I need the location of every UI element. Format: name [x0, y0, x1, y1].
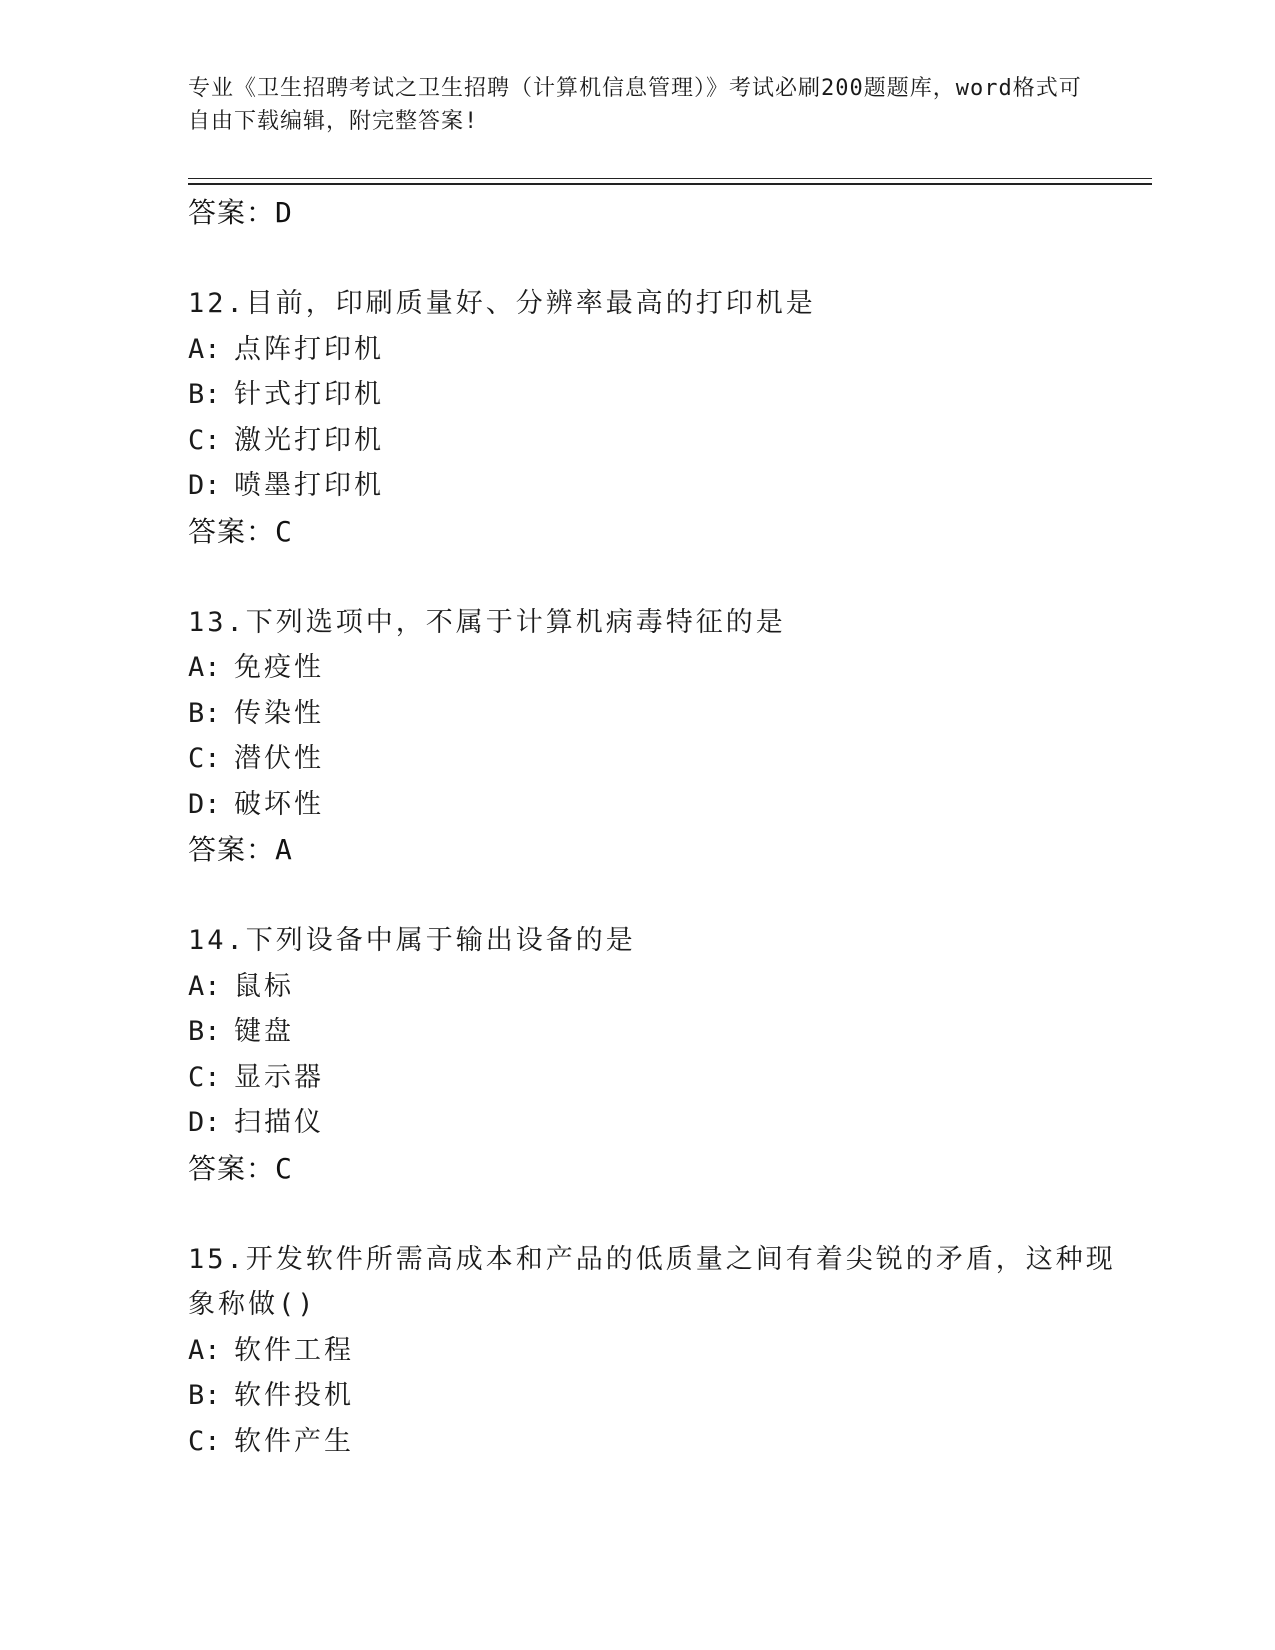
- option-text: 键盘: [234, 1016, 294, 1047]
- option-letter: C:: [188, 743, 221, 774]
- option-text: 软件投机: [234, 1380, 354, 1411]
- option-a: [188, 1328, 1108, 1374]
- option-letter: B:: [188, 1380, 221, 1411]
- option-text: 免疫性: [234, 652, 324, 683]
- option-d: [188, 1100, 1108, 1146]
- answer-line: 答案：C: [188, 514, 293, 548]
- option-c: [188, 736, 1108, 782]
- question-stem: 15.开发软件所需高成本和产品的低质量之间有着尖锐的矛盾，这种现: [188, 1243, 1116, 1275]
- option-letter: B:: [188, 697, 221, 729]
- question-12: [188, 281, 1108, 554]
- option-c: [188, 1055, 1108, 1101]
- option-a: [188, 964, 1108, 1010]
- option-text: 软件工程: [234, 1334, 354, 1366]
- option-a: [188, 327, 1108, 373]
- question-stem: 12.目前，印刷质量好、分辨率最高的打印机是: [188, 288, 816, 319]
- option-b: [188, 372, 1108, 418]
- question-13: [188, 600, 1108, 873]
- answer-line: 答案：C: [188, 1151, 293, 1185]
- option-c: [188, 418, 1108, 464]
- option-letter: C:: [188, 424, 221, 456]
- option-letter: C:: [188, 1425, 221, 1457]
- option-text: 扫描仪: [234, 1107, 324, 1138]
- header-divider-thick: [188, 183, 1152, 185]
- option-text: 潜伏性: [234, 743, 324, 774]
- option-text: 破坏性: [234, 788, 324, 820]
- option-text: 软件产生: [234, 1425, 354, 1457]
- option-letter: B:: [188, 1016, 221, 1047]
- option-text: 激光打印机: [234, 424, 384, 456]
- option-letter: D:: [188, 788, 221, 820]
- option-text: 显示器: [234, 1061, 324, 1093]
- option-d: [188, 782, 1108, 828]
- spacer: [188, 1191, 1108, 1237]
- option-letter: A:: [188, 333, 221, 365]
- option-text: 鼠标: [234, 970, 294, 1002]
- option-text: 点阵打印机: [234, 333, 384, 365]
- answer-line: 答案：A: [188, 833, 293, 866]
- question-stem: 14.下列设备中属于输出设备的是: [188, 925, 636, 956]
- answer-line: 答案：D: [188, 196, 293, 229]
- question-stem-continued: 象称做(): [188, 1289, 317, 1320]
- option-c: [188, 1419, 1108, 1465]
- spacer: [188, 554, 1108, 600]
- option-text: 喷墨打印机: [234, 470, 384, 501]
- option-letter: A:: [188, 1334, 221, 1366]
- option-b: [188, 691, 1108, 737]
- option-a: [188, 645, 1108, 691]
- option-letter: C:: [188, 1061, 221, 1093]
- document-header: 专业《卫生招聘考试之卫生招聘（计算机信息管理）》考试必刷200题题库，word格式可自由下载编辑，附完整答案!: [188, 76, 1082, 134]
- option-letter: D:: [188, 470, 221, 501]
- option-letter: D:: [188, 1107, 221, 1138]
- spacer: [188, 236, 1108, 282]
- option-d: [188, 463, 1108, 509]
- question-14: [188, 918, 1108, 1191]
- question-stem: 13.下列选项中，不属于计算机病毒特征的是: [188, 606, 786, 638]
- header-divider-thin: [188, 178, 1152, 179]
- option-text: 针式打印机: [234, 379, 384, 410]
- option-b: [188, 1373, 1108, 1419]
- option-text: 传染性: [234, 697, 324, 729]
- spacer: [188, 873, 1108, 919]
- option-b: [188, 1009, 1108, 1055]
- option-letter: A:: [188, 652, 221, 683]
- option-letter: A:: [188, 970, 221, 1002]
- question-list: [188, 190, 1116, 1464]
- question-15: [188, 1237, 1116, 1465]
- option-letter: B:: [188, 379, 221, 410]
